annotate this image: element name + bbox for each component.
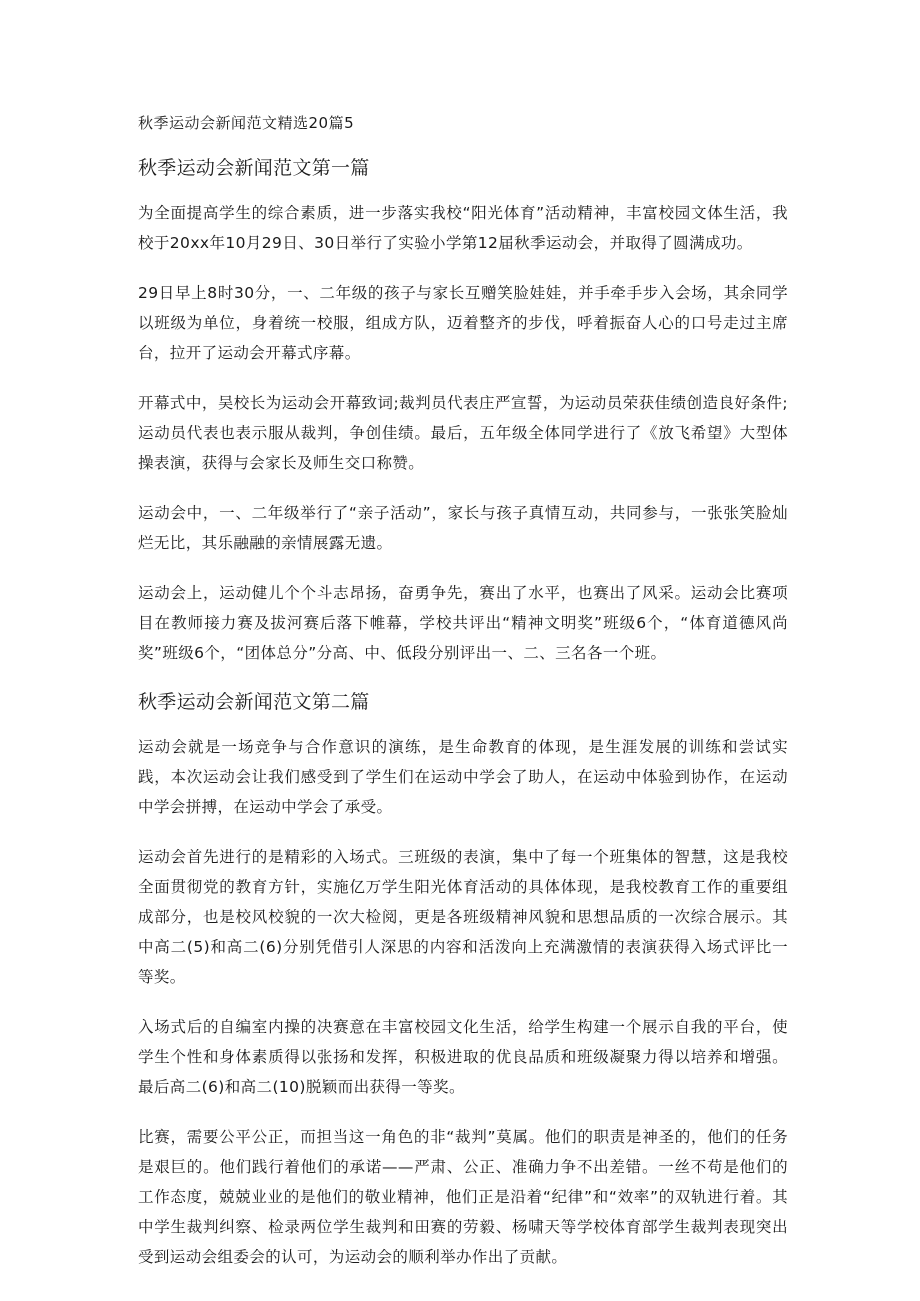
paragraph: 运动会中，一、二年级举行了“亲子活动”，家长与孩子真情互动，共同参与，一张张笑脸灿烂无比，其乐融融的亲情展露无遗。 <box>138 504 788 552</box>
document-title: 秋季运动会新闻范文精选20篇5 <box>138 114 355 132</box>
paragraph: 运动会上，运动健儿个个斗志昂扬，奋勇争先，赛出了水平，也赛出了风采。运动会比赛项目在教师接力赛及拔河赛后落下帷幕，学校共评出“精神文明奖”班级6个，“体育道德风尚奖”班级6个，“团体总分”分高、中、低段分别评出一、二、三名各一个班。 <box>138 584 788 662</box>
paragraph: 开幕式中，吴校长为运动会开幕致词;裁判员代表庄严宣誓，为运动员荣获佳绩创造良好条件;运动员代表也表示服从裁判，争创佳绩。最后，五年级全体同学进行了《放飞希望》大型体操表演，获得与会家长及师生交口称赞。 <box>138 394 788 472</box>
paragraph: 入场式后的自编室内操的决赛意在丰富校园文化生活，给学生构建一个展示自我的平台，使学生个性和身体素质得以张扬和发挥，积极进取的优良品质和班级凝聚力得以培养和增强。最后高二(6)和高二(10)脱颖而出获得一等奖。 <box>138 1018 788 1096</box>
section-1 <box>138 154 788 668</box>
section-heading: 秋季运动会新闻范文第一篇 <box>138 157 370 179</box>
paragraph: 比赛，需要公平公正，而担当这一角色的非“裁判”莫属。他们的职责是神圣的，他们的任务是艰巨的。他们践行着他们的承诺——严肃、公正、准确力争不出差错。一丝不苟是他们的工作态度，兢兢业业的是他们的敬业精神，他们正是沿着“纪律”和“效率”的双轨进行着。其中学生裁判纠察、检录两位学生裁判和田赛的劳毅、杨啸天等学校体育部学生裁判表现突出受到运动会组委会的认可，为运动会的顺利举办作出了贡献。 <box>138 1128 788 1266</box>
paragraph: 29日早上8时30分，一、二年级的孩子与家长互赠笑脸娃娃，并手牵手步入会场，其余同学以班级为单位，身着统一校服，组成方队，迈着整齐的步伐，呼着振奋人心的口号走过主席台，拉开了运动会开幕式序幕。 <box>138 284 788 362</box>
document-page <box>138 112 788 1292</box>
paragraph: 运动会就是一场竞争与合作意识的演练，是生命教育的体现，是生涯发展的训练和尝试实践，本次运动会让我们感受到了学生们在运动中学会了助人，在运动中体验到协作，在运动中学会拼搏，在运动中学会了承受。 <box>138 738 788 816</box>
section-heading: 秋季运动会新闻范文第二篇 <box>138 691 370 713</box>
section-2 <box>138 688 788 1272</box>
paragraph: 为全面提高学生的综合素质，进一步落实我校“阳光体育”活动精神，丰富校园文体生活，我校于20xx年10月29日、30日举行了实验小学第12届秋季运动会，并取得了圆满成功。 <box>138 204 788 252</box>
paragraph: 运动会首先进行的是精彩的入场式。三班级的表演，集中了每一个班集体的智慧，这是我校全面贯彻党的教育方针，实施亿万学生阳光体育活动的具体体现，是我校教育工作的重要组成部分，也是校风校貌的一次大检阅，更是各班级精神风貌和思想品质的一次综合展示。其中高二(5)和高二(6)分别凭借引人深思的内容和活泼向上充满激情的表演获得入场式评比一等奖。 <box>138 848 788 986</box>
